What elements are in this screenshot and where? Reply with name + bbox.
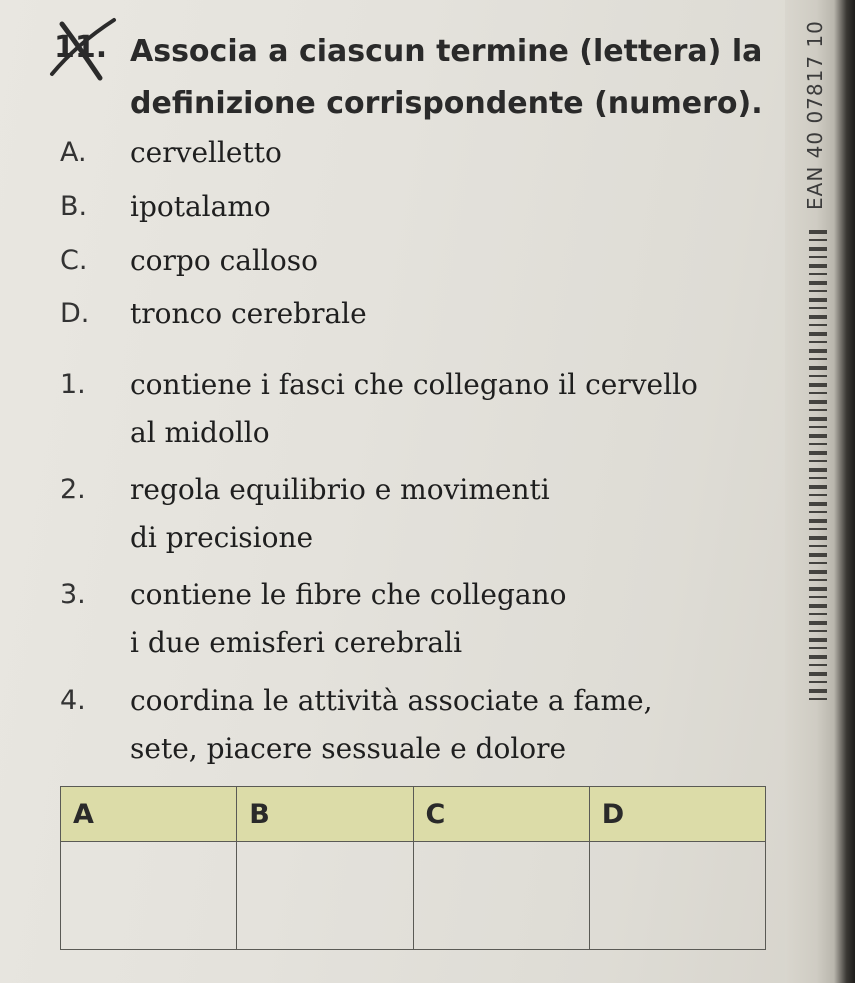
definition-line-1: contiene le fibre che collegano — [130, 578, 567, 611]
definition-label: 1. — [60, 369, 86, 400]
definition-label: 2. — [60, 474, 86, 505]
term-label: D. — [60, 298, 90, 329]
cross-icon — [42, 14, 122, 94]
term-text: tronco cerebrale — [130, 297, 367, 330]
definition-line-2: di precisione — [130, 521, 314, 554]
definition-line-1: regola equilibrio e movimenti — [130, 473, 550, 506]
answer-table-header — [61, 787, 766, 842]
barcode-icon — [809, 230, 827, 700]
term-text: cervelletto — [130, 136, 282, 169]
title-line-2: definizione corrispondente (numero). — [130, 86, 763, 121]
answer-row — [61, 842, 766, 950]
definition-label: 4. — [60, 685, 86, 716]
answer-cell-d[interactable] — [589, 842, 765, 950]
term-text: ipotalamo — [130, 190, 271, 223]
answer-cell-c[interactable] — [413, 842, 589, 950]
term-label: B. — [60, 191, 88, 222]
definition-line-2: sete, piacere sessuale e dolore — [130, 732, 567, 765]
definition-label: 3. — [60, 579, 86, 610]
header-cell-c: C — [413, 787, 589, 842]
definition-line-2: al midollo — [130, 416, 270, 449]
header-cell-b: B — [237, 787, 413, 842]
ean-code: EAN 40 07817 10 — [803, 20, 827, 210]
definition-line-2: i due emisferi cerebrali — [130, 626, 463, 659]
exercise-title — [130, 26, 770, 130]
term-label: A. — [60, 137, 87, 168]
answer-cell-a[interactable] — [61, 842, 237, 950]
header-cell-d: D — [589, 787, 765, 842]
term-text: corpo calloso — [130, 244, 318, 277]
definition-line-1: contiene i fasci che collegano il cervello — [130, 368, 698, 401]
exercise-number: 11. — [54, 30, 108, 65]
title-line-1: Associa a ciascun termine (lettera) la — [130, 34, 763, 69]
header-cell-a: A — [61, 787, 237, 842]
definition-line-1: coordina le attività associate a fame, — [130, 684, 653, 717]
answer-table — [60, 786, 766, 950]
term-label: C. — [60, 245, 88, 276]
answer-cell-b[interactable] — [237, 842, 413, 950]
